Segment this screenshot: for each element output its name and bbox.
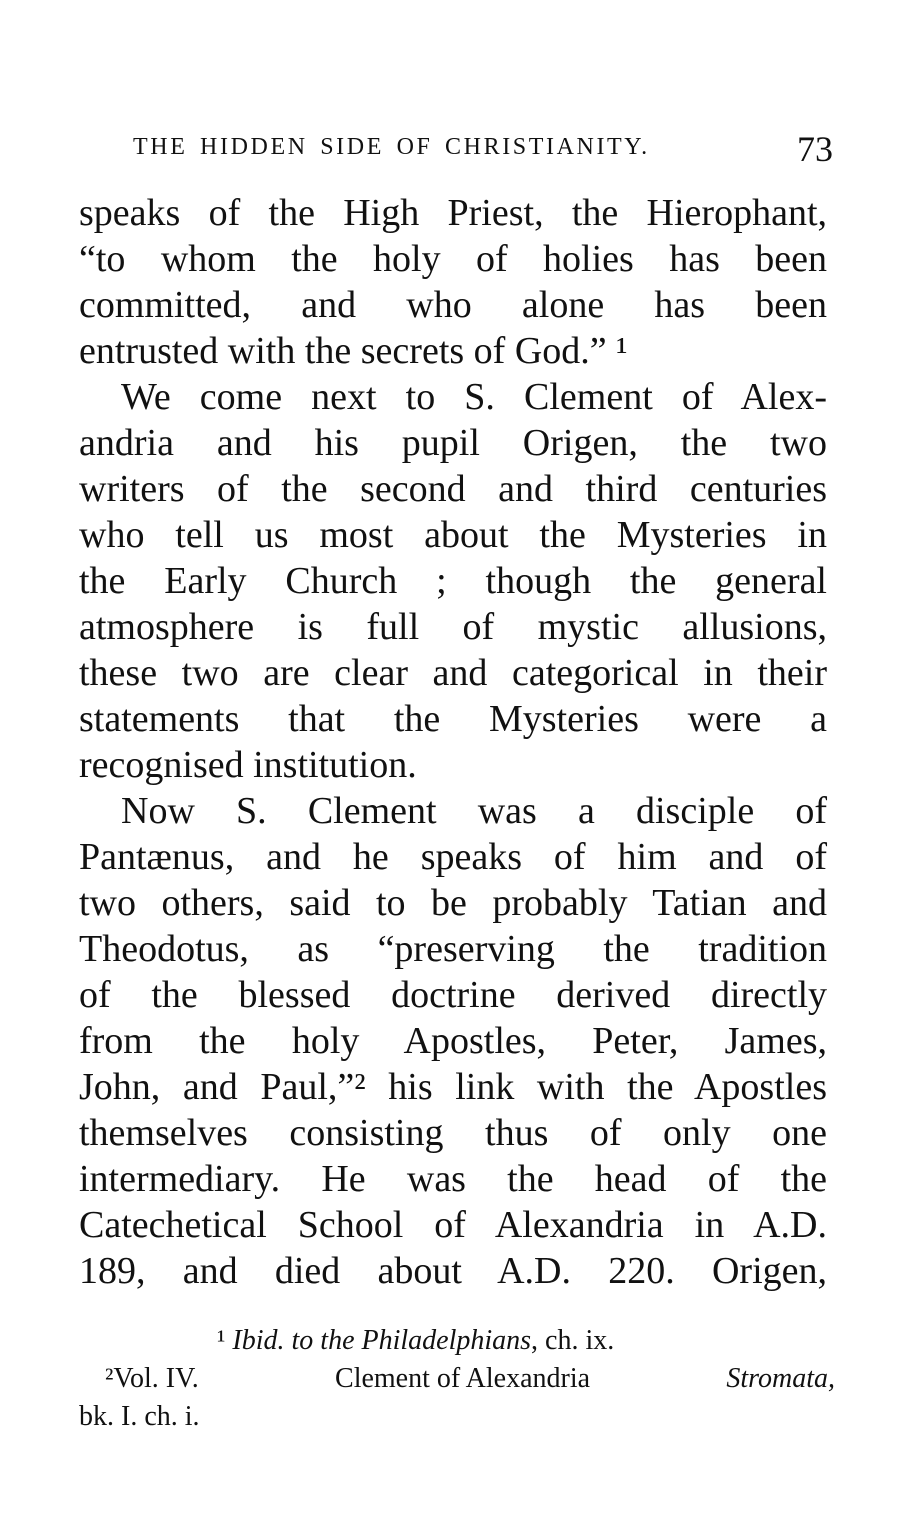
running-head bbox=[133, 128, 833, 168]
text-line: statements that the Mysteries were a bbox=[79, 698, 827, 740]
page-number: 73 bbox=[797, 129, 833, 169]
text-line: andria and his pupil Origen, the two bbox=[79, 422, 827, 464]
footnote-reference: , ch. ix. bbox=[531, 1325, 615, 1356]
footnote-work: Clement of Alexandria bbox=[335, 1363, 591, 1394]
text-line: We come next to S. Clement of Alex- bbox=[121, 376, 827, 418]
text-line: who tell us most about the Mysteries in bbox=[79, 514, 827, 556]
text-line: Catechetical School of Alexandria in A.D. bbox=[79, 1204, 827, 1246]
text-line: writers of the second and third centuries bbox=[79, 468, 827, 510]
footnote-volume: Vol. IV. bbox=[113, 1363, 199, 1394]
text-line: “to whom the holy of holies has been bbox=[79, 238, 827, 280]
footnote-marker: ² bbox=[105, 1363, 114, 1394]
text-line: entrusted with the secrets of God.” ¹ bbox=[79, 330, 628, 372]
text-line: committed, and who alone has been bbox=[79, 284, 827, 326]
footnote-source: Ibid. to the Philadelphians bbox=[232, 1325, 532, 1356]
text-line: recognised institution. bbox=[79, 744, 417, 786]
footnote-2 bbox=[79, 1360, 835, 1398]
text-line: the Early Church ; though the general bbox=[79, 560, 827, 602]
text-line: intermediary. He was the head of the bbox=[79, 1158, 827, 1200]
footnote-1 bbox=[79, 1322, 835, 1360]
footnote-marker: ¹ bbox=[217, 1325, 226, 1356]
footnotes bbox=[79, 1322, 835, 1436]
text-line: of the blessed doctrine derived directly bbox=[79, 974, 827, 1016]
text-line: two others, said to be probably Tatian and bbox=[79, 882, 827, 924]
running-title: THE HIDDEN SIDE OF CHRISTIANITY. bbox=[133, 134, 650, 160]
text-line: Now S. Clement was a disciple of bbox=[121, 790, 827, 832]
text-line: these two are clear and categorical in their bbox=[79, 652, 827, 694]
text-line: themselves consisting thus of only one bbox=[79, 1112, 827, 1154]
text-line: from the holy Apostles, Peter, James, bbox=[79, 1020, 827, 1062]
text-line: John, and Paul,”² his link with the Apostles bbox=[79, 1066, 827, 1108]
text-line: Theodotus, as “preserving the tradition bbox=[79, 928, 827, 970]
footnote-2-continuation: bk. I. ch. i. bbox=[79, 1401, 200, 1432]
footnote-title: Stromata, bbox=[726, 1363, 835, 1394]
text-line: speaks of the High Priest, the Hierophant, bbox=[79, 192, 827, 234]
text-line: 189, and died about A.D. 220. Origen, bbox=[79, 1250, 827, 1292]
text-line: atmosphere is full of mystic allusions, bbox=[79, 606, 827, 648]
text-line: Pantænus, and he speaks of him and of bbox=[79, 836, 827, 878]
body-text bbox=[79, 190, 827, 1294]
